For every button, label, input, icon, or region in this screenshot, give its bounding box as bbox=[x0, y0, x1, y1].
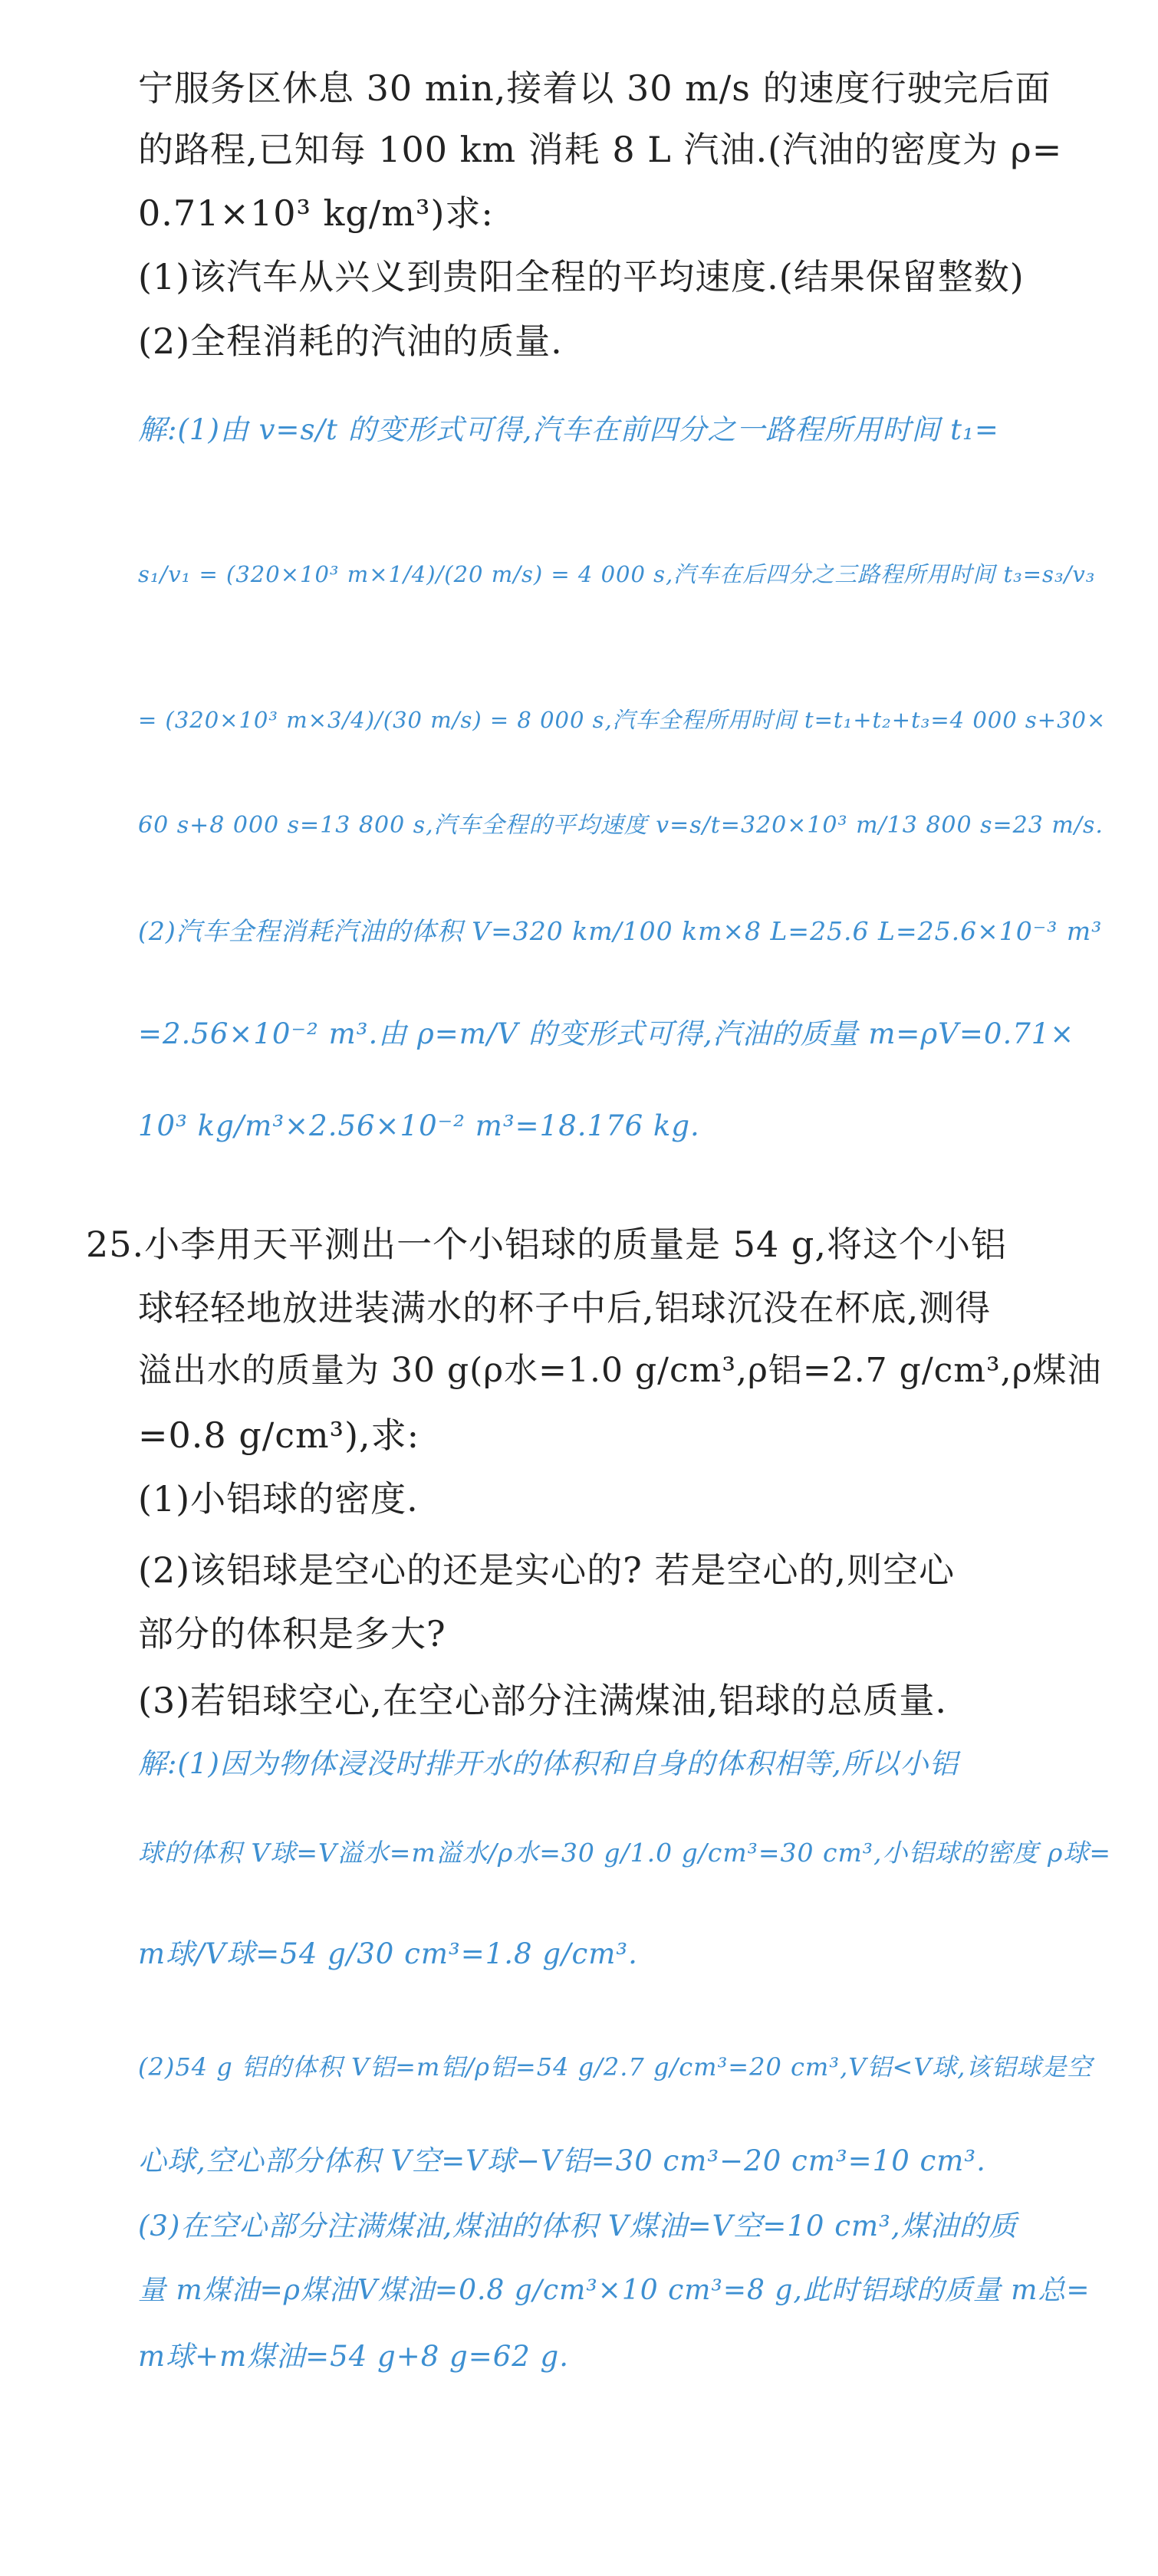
question-25-line: 球轻轻地放进装满水的杯子中后,铝球沉没在杯底,测得 bbox=[138, 1287, 992, 1329]
solution-24-line: 10³ kg/m³×2.56×10⁻² m³=18.176 kg. bbox=[138, 1109, 700, 1142]
solution-24-line: =2.56×10⁻² m³.由 ρ=m/V 的变形式可得,汽油的质量 m=ρV=0.71× bbox=[138, 1017, 1075, 1050]
solution-25-line: (3)在空心部分注满煤油,煤油的体积 V煤油=V空=10 cm³,煤油的质 bbox=[138, 2210, 1018, 2242]
question-25-subquestion-2: (2)该铝球是空心的还是实心的? 若是空心的,则空心 bbox=[138, 1549, 956, 1591]
solution-25-line: 解:(1)因为物体浸没时排开水的体积和自身的体积相等,所以小铝 bbox=[138, 1747, 959, 1780]
solution-25-line: (2)54 g 铝的体积 V铝=m铝/ρ铝=54 g/2.7 g/cm³=20 cm³,V铝<V球,该铝球是空 bbox=[138, 2052, 1093, 2082]
question-25-line: =0.8 g/cm³),求: bbox=[138, 1414, 420, 1456]
question-24-line: 0.71×10³ kg/m³)求: bbox=[138, 192, 494, 234]
question-24-line: 宁服务区休息 30 min,接着以 30 m/s 的速度行驶完后面 bbox=[138, 67, 1051, 109]
solution-25-line: m球/V球=54 g/30 cm³=1.8 g/cm³. bbox=[138, 1937, 638, 1970]
solution-24-line: s₁/v₁ = (320×10³ m×1/4)/(20 m/s) = 4 000 s,汽车在后四分之三路程所用时间 t₃=s₃/v₃ bbox=[138, 561, 1096, 587]
question-24-line: 的路程,已知每 100 km 消耗 8 L 汽油.(汽油的密度为 ρ= bbox=[138, 129, 1063, 170]
solution-25-line: 球的体积 V球=V溢水=m溢水/ρ水=30 g/1.0 g/cm³=30 cm³,小铝球的密度 ρ球= bbox=[138, 1838, 1112, 1868]
question-24-subquestion-1: (1)该汽车从兴义到贵阳全程的平均速度.(结果保留整数) bbox=[138, 256, 1025, 297]
solution-24-line: 60 s+8 000 s=13 800 s,汽车全程的平均速度 v=s/t=320×10³ m/13 800 s=23 m/s. bbox=[138, 812, 1104, 839]
solution-25-line: 量 m煤油=ρ煤油V煤油=0.8 g/cm³×10 cm³=8 g,此时铝球的质量 m总= bbox=[138, 2275, 1091, 2306]
solution-25-line: 心球,空心部分体积 V空=V球−V铝=30 cm³−20 cm³=10 cm³. bbox=[138, 2144, 986, 2177]
solution-24-line: 解:(1)由 v=s/t 的变形式可得,汽车在前四分之一路程所用时间 t₁= bbox=[138, 413, 999, 446]
solution-24-line: (2)汽车全程消耗汽油的体积 V=320 km/100 km×8 L=25.6 L=25.6×10⁻³ m³ bbox=[138, 916, 1103, 946]
question-25-line: 25.小李用天平测出一个小铝球的质量是 54 g,将这个小铝 bbox=[86, 1224, 1008, 1265]
question-25-line: 部分的体积是多大? bbox=[138, 1613, 446, 1654]
question-25-line: 溢出水的质量为 30 g(ρ水=1.0 g/cm³,ρ铝=2.7 g/cm³,ρ煤油 bbox=[138, 1351, 1102, 1390]
question-25-subquestion-3: (3)若铝球空心,在空心部分注满煤油,铝球的总质量. bbox=[138, 1680, 948, 1721]
question-25-subquestion-1: (1)小铝球的密度. bbox=[138, 1478, 419, 1520]
solution-24-line: = (320×10³ m×3/4)/(30 m/s) = 8 000 s,汽车全程所用时间 t=t₁+t₂+t₃=4 000 s+30× bbox=[138, 707, 1107, 733]
solution-25-line: m球+m煤油=54 g+8 g=62 g. bbox=[138, 2340, 569, 2373]
question-24-subquestion-2: (2)全程消耗的汽油的质量. bbox=[138, 320, 563, 362]
